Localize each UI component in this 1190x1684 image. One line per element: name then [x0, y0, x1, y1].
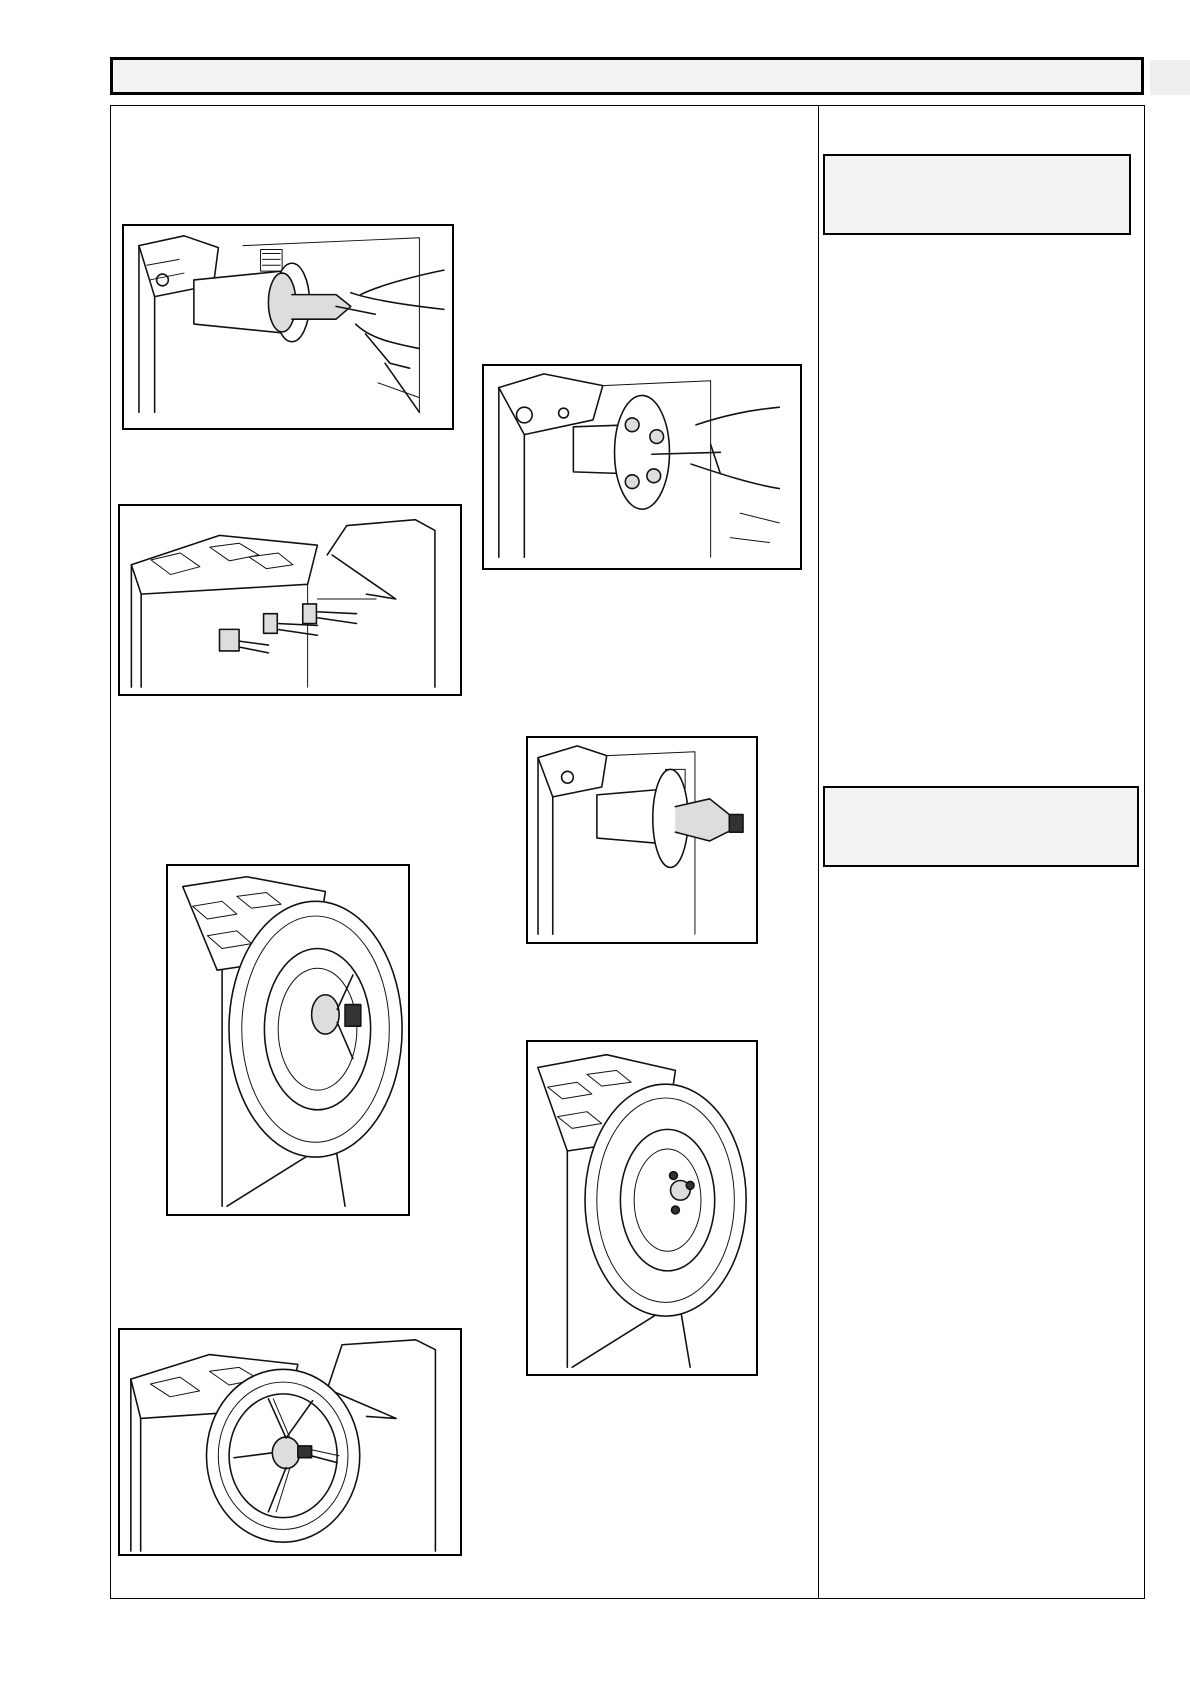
note-box-top: [823, 154, 1131, 235]
flange-mounting-illustration: [124, 226, 452, 428]
figure-wheel-mounted-quick-nut: [166, 864, 410, 1216]
figure-accessory-pins-storage: [118, 504, 462, 696]
page-header-bar: [110, 57, 1144, 95]
wheel-quick-nut-illustration: [168, 866, 408, 1214]
accessory-pins-illustration: [120, 506, 460, 694]
figure-flange-mounting-hands: [122, 224, 454, 430]
header-shadow: [1150, 60, 1190, 95]
figure-flange-with-studs: [482, 364, 802, 570]
figure-wheel-mounted-studs: [526, 1040, 758, 1376]
figure-motorcycle-wheel: [118, 1328, 462, 1556]
column-divider: [818, 105, 819, 1599]
wheel-studs-illustration: [528, 1042, 756, 1374]
cone-shaft-illustration: [528, 738, 756, 942]
flange-studs-illustration: [484, 366, 800, 568]
note-box-bottom: [823, 786, 1139, 867]
motorcycle-wheel-illustration: [120, 1330, 460, 1554]
figure-cone-on-shaft: [526, 736, 758, 944]
